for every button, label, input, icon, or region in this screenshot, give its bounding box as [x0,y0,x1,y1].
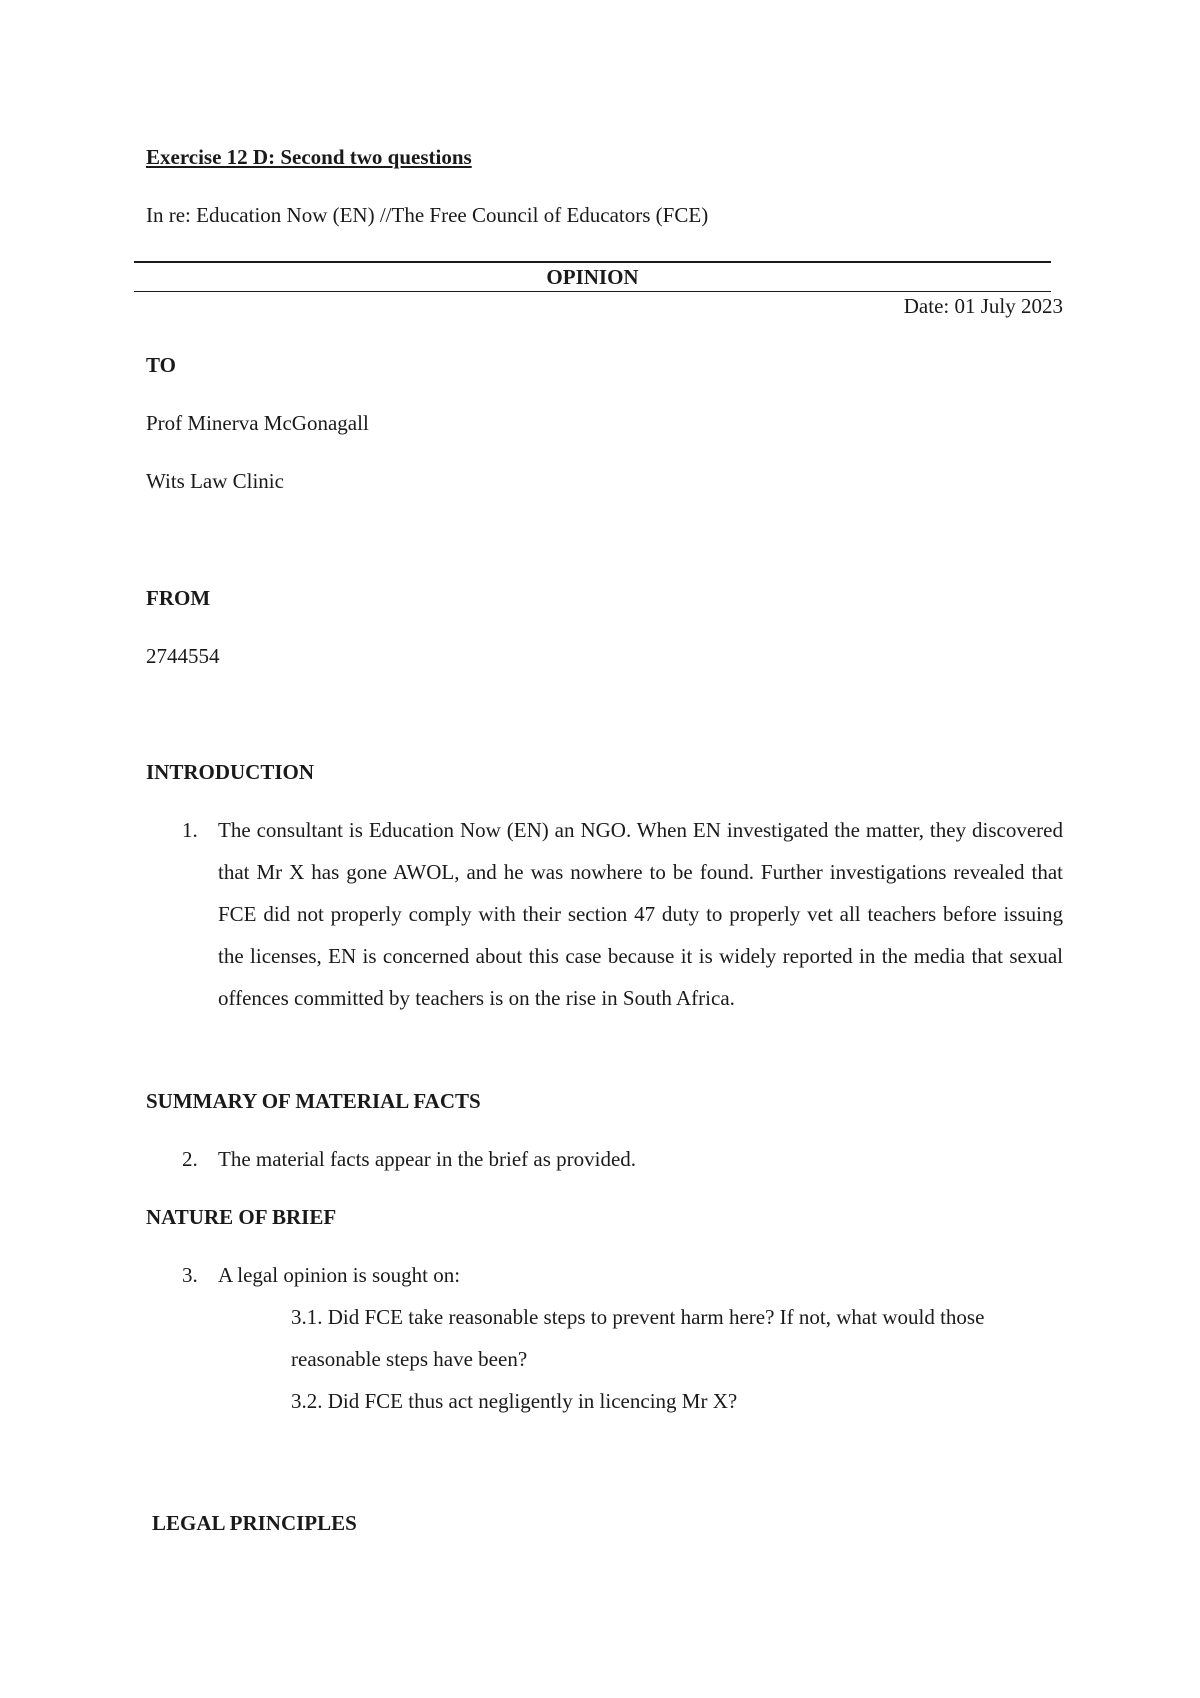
to-label: TO [146,353,176,377]
recipient-name: Prof Minerva McGonagall [146,411,369,435]
summary-heading: SUMMARY OF MATERIAL FACTS [146,1089,481,1113]
top-rule [134,261,1051,263]
nature-paragraph: A legal opinion is sought on: [218,1263,461,1287]
summary-paragraph: The material facts appear in the brief as provided. [218,1147,637,1171]
in-re-line: In re: Education Now (EN) //The Free Council of Educators (FCE) [146,203,709,227]
sub-question-3-1: 3.1. Did FCE take reasonable steps to prevent harm here? If not, what would those reasonable steps have been? [291,1305,985,1371]
paragraph-number-2: 2. [182,1147,198,1171]
from-label: FROM [146,586,211,610]
paragraph-number-1: 1. [182,818,198,842]
nature-heading: NATURE OF BRIEF [146,1205,337,1229]
document-title: Exercise 12 D: Second two questions [146,145,472,169]
introduction-heading: INTRODUCTION [146,760,315,784]
sender-id: 2744554 [146,644,220,668]
bottom-rule [134,291,1051,292]
recipient-org: Wits Law Clinic [146,469,284,493]
introduction-paragraph: The consultant is Education Now (EN) an NGO. When EN investigated the matter, they discovered that Mr X has gone AWOL, and he was nowhere to be found. Further investigations revealed that FCE did not properly comply with their section 47 duty to properly vet all teachers before issuing the licenses, EN is concerned about this case because it is widely reported in the media that sexual offences committed by teachers is on the rise in South Africa. [218,818,1063,1010]
paragraph-number-3: 3. [182,1263,198,1287]
sub-question-3-2: 3.2. Did FCE thus act negligently in licencing Mr X? [291,1389,738,1413]
opinion-heading: OPINION [546,265,639,289]
legal-principles-heading: LEGAL PRINCIPLES [152,1511,357,1535]
document-date: Date: 01 July 2023 [903,294,1063,318]
